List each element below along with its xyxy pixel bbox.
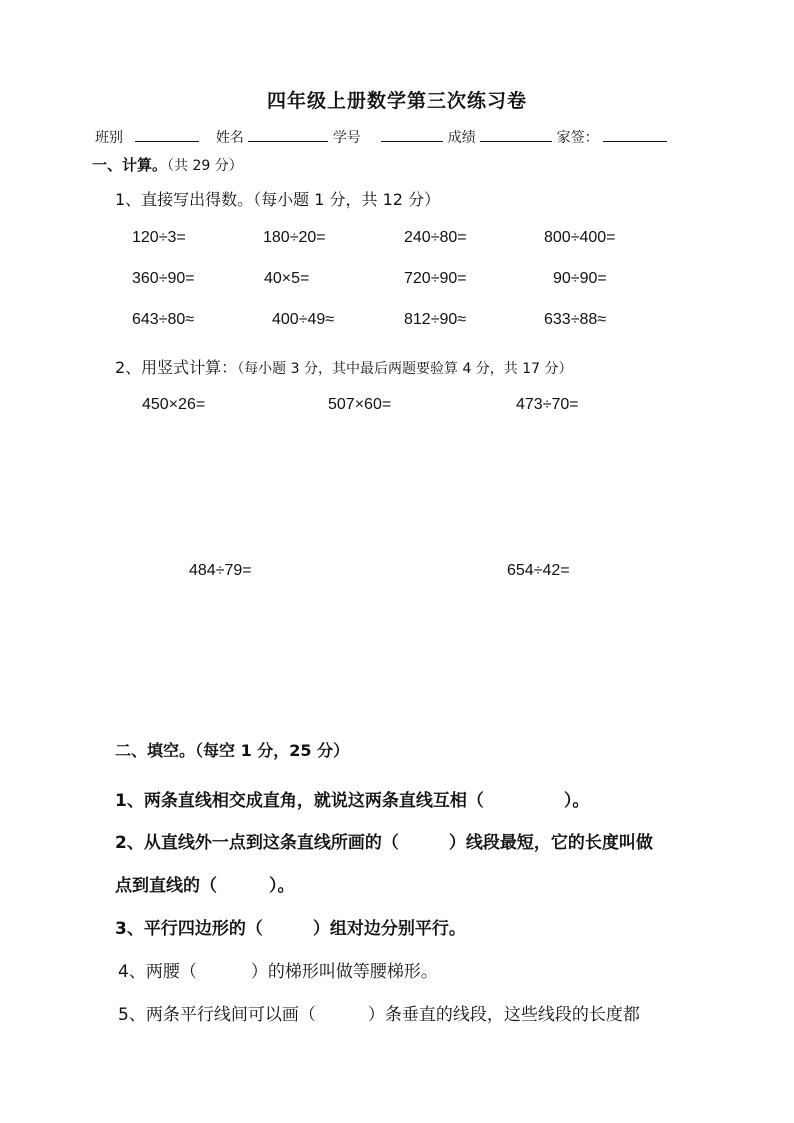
fill-line-1 [115,786,589,811]
score-blank [480,129,552,142]
fill-text: 2、从直线外一点到这条直线所画的（ [115,833,399,853]
calc-item: 812÷90≈ [404,311,467,328]
calc-item: 400÷49≈ [272,311,335,328]
vertical-calc-item: 507×60= [328,396,392,413]
fill-text: 3、平行四边形的（ [115,919,263,939]
section1-points: （共 29 分） [167,158,243,174]
fill-line-2-cont [115,871,295,896]
student-info-row [95,127,667,147]
calc-item: 180÷20= [263,229,326,246]
vertical-calc-item: 473÷70= [516,396,579,413]
number-blank [381,129,443,142]
calc-item: 360÷90= [132,270,195,287]
calc-item: 643÷80≈ [132,311,195,328]
fill-line-3 [115,914,466,939]
fill-line-4 [118,957,438,982]
calc-item: 633÷88≈ [544,311,607,328]
fill-text: 点到直线的（ [115,876,217,896]
q2-note: （每小题 3 分，其中最后两题要验算 4 分，共 17 分） [237,361,573,377]
calc-item: 720÷90= [404,270,467,287]
calc-item: 90÷90= [553,270,607,287]
fill-text: ）。 [563,791,590,811]
section1-title: 一、计算。 [92,156,168,174]
calc-item: 240÷80= [404,229,467,246]
q2-instruction [115,355,573,378]
fill-text: 4、两腰（ [118,962,197,982]
score-label: 成绩 [447,130,476,146]
class-label: 班别 [95,130,123,146]
calc-item: 40×5= [264,270,310,287]
fill-text: ）。 [269,876,295,896]
number-label: 学号 [332,130,361,146]
fill-text: ）的梯形叫做等腰梯形。 [250,962,438,982]
sign-blank [603,129,667,142]
section2-heading: 二、填空。（每空 1 分，25 分） [115,741,350,760]
calc-item: 800÷400= [544,229,616,246]
q2-label: 2、用竖式计算： [115,358,238,377]
fill-text: ）线段最短，它的长度叫做 [448,833,653,853]
fill-text: ）组对边分别平行。 [312,919,466,939]
section1-heading [92,154,243,175]
q1-instruction: 1、直接写出得数。（每小题 1 分，共 12 分） [115,190,441,209]
name-label: 姓名 [215,130,244,146]
vertical-calc-item: 654÷42= [507,562,570,579]
fill-line-5 [118,1000,640,1025]
vertical-calc-item: 484÷79= [189,562,252,579]
vertical-calc-item: 450×26= [142,396,206,413]
fill-text: 5、两条平行线间可以画（ [118,1005,316,1025]
sign-label: 家签： [556,130,599,146]
calc-item: 120÷3= [132,229,186,246]
page-title: 四年级上册数学第三次练习卷 [266,90,527,112]
fill-text: ）条垂直的线段，这些线段的长度都 [367,1005,640,1025]
fill-text: 1、两条直线相交成直角，就说这两条直线互相（ [115,791,484,811]
class-blank [135,129,199,142]
name-blank [248,129,328,142]
fill-line-2 [115,828,653,853]
